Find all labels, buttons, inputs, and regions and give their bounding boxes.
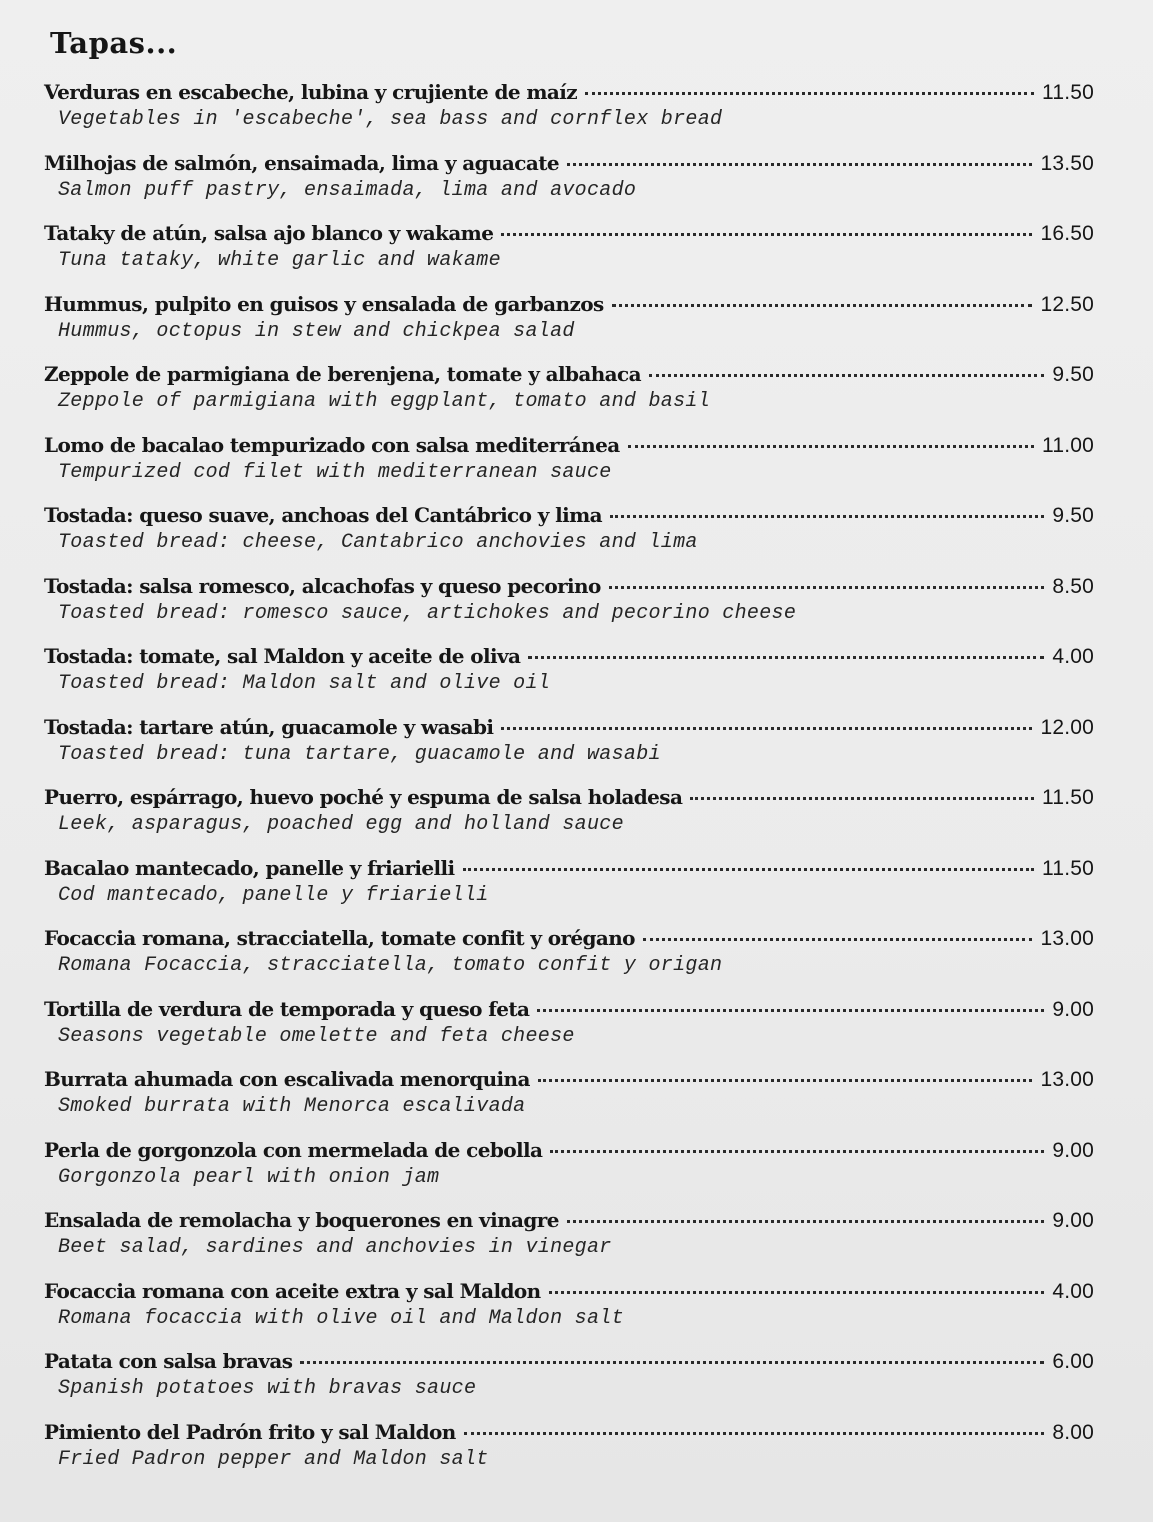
menu-item-name: Lomo de bacalao tempurizado con salsa mediterránea <box>44 432 620 457</box>
menu-item-price: 11.50 <box>1042 856 1094 880</box>
menu-item-line <box>44 785 1094 815</box>
dot-leader <box>537 1009 1044 1012</box>
menu-item-price: 12.00 <box>1040 715 1094 739</box>
menu-item-name: Milhojas de salmón, ensaimada, lima y aguacate <box>44 150 559 175</box>
menu-item-line <box>44 856 1094 886</box>
menu-item-description: Zeppole of parmigiana with eggplant, tomato and basil <box>58 390 711 413</box>
menu-item <box>44 856 1094 907</box>
menu-item-description: Tempurized cod filet with mediterranean sauce <box>58 460 612 484</box>
menu-item <box>44 644 1094 695</box>
menu-item-name: Tortilla de verdura de temporada y queso feta <box>44 996 530 1021</box>
menu-item <box>44 1279 1094 1330</box>
menu-item-price: 11.50 <box>1042 786 1094 809</box>
dot-leader <box>538 1079 1033 1082</box>
menu-item-name: Tostada: salsa romesco, alcachofas y queso pecorino <box>44 573 601 598</box>
menu-item-price: 13.00 <box>1040 927 1094 950</box>
menu-item-price: 9.50 <box>1052 504 1094 527</box>
menu-item-description: Salmon puff pastry, ensaimada, lima and avocado <box>58 178 637 202</box>
menu-item-name: Focaccia romana con aceite extra y sal Maldon <box>44 1278 541 1303</box>
dot-leader <box>528 656 1044 659</box>
menu-item-price: 12.50 <box>1040 292 1094 316</box>
menu-item-line <box>44 644 1094 674</box>
dot-leader <box>609 586 1045 589</box>
menu-item-description: Cod mantecado, panelle y friarielli <box>58 883 489 907</box>
menu-item-price: 4.00 <box>1052 645 1094 668</box>
menu-item-name: Tostada: queso suave, anchoas del Cantábrico y lima <box>44 503 603 527</box>
dot-leader <box>463 868 1035 871</box>
menu-item <box>44 574 1094 625</box>
menu-item-line <box>44 80 1094 110</box>
menu-item-price: 9.00 <box>1052 997 1094 1021</box>
menu-item-price: 9.00 <box>1052 1138 1094 1162</box>
menu-item-price: 16.50 <box>1040 222 1094 245</box>
menu-item-line <box>44 926 1094 956</box>
menu-item <box>44 1420 1094 1471</box>
menu-item-line <box>44 362 1094 392</box>
section-title: Tapas... <box>50 26 178 60</box>
menu-item <box>44 1067 1094 1118</box>
dot-leader <box>567 163 1032 166</box>
menu-item-description: Toasted bread: tuna tartare, guacamole and wasabi <box>58 742 661 766</box>
dot-leader <box>610 515 1044 518</box>
menu-item-name: Focaccia romana, stracciatella, tomate confit y orégano <box>44 926 635 950</box>
dot-leader <box>649 374 1044 377</box>
dot-leader <box>567 1220 1044 1223</box>
menu-item <box>44 715 1094 766</box>
menu-item <box>44 503 1094 554</box>
menu-item-name: Burrata ahumada con escalivada menorquina <box>44 1067 530 1091</box>
menu-item <box>44 362 1094 413</box>
menu-item <box>44 151 1094 202</box>
menu-item-price: 13.00 <box>1040 1068 1094 1091</box>
menu-item-name: Patata con salsa bravas <box>44 1349 293 1373</box>
menu-item <box>44 292 1094 343</box>
menu-item-line <box>44 221 1094 251</box>
menu-item <box>44 80 1094 131</box>
menu-item-price: 9.00 <box>1052 1209 1094 1232</box>
menu-item <box>44 433 1094 484</box>
menu-item-line <box>44 292 1094 322</box>
menu-item-price: 8.50 <box>1052 574 1094 598</box>
menu-item-description: Gorgonzola pearl with onion jam <box>58 1165 440 1189</box>
menu-item-price: 9.50 <box>1052 363 1094 386</box>
menu-item-line <box>44 151 1094 181</box>
dot-leader <box>585 92 1034 95</box>
menu-item-description: Spanish potatoes with bravas sauce <box>58 1377 477 1400</box>
dot-leader <box>690 797 1034 800</box>
menu-item-description: Smoked burrata with Menorca escalivada <box>58 1095 526 1118</box>
dot-leader <box>464 1432 1045 1435</box>
dot-leader <box>628 445 1034 448</box>
menu-item <box>44 926 1094 977</box>
menu-item-price: 4.00 <box>1052 1279 1094 1303</box>
menu-item <box>44 785 1094 836</box>
menu-item <box>44 1349 1094 1400</box>
menu-item-line <box>44 574 1094 604</box>
menu-item-description: Tuna tataky, white garlic and wakame <box>58 249 501 272</box>
dot-leader <box>501 233 1032 236</box>
menu-item-name: Perla de gorgonzola con mermelada de cebolla <box>44 1137 543 1162</box>
menu-item-line <box>44 997 1094 1027</box>
menu-item-price: 11.50 <box>1042 81 1094 104</box>
menu-item-name: Pimiento del Padrón frito y sal Maldon <box>44 1419 456 1444</box>
menu-item-name: Bacalao mantecado, panelle y friarielli <box>44 855 455 880</box>
menu-item-name: Verduras en escabeche, lubina y crujiente de maíz <box>44 80 578 104</box>
menu-item <box>44 1208 1094 1259</box>
menu-item-description: Leek, asparagus, poached egg and holland sauce <box>58 813 624 836</box>
menu-item-description: Toasted bread: Maldon salt and olive oil <box>58 672 551 695</box>
menu-item-line <box>44 1420 1094 1450</box>
menu-item-line <box>44 1279 1094 1309</box>
menu-item-line <box>44 433 1094 463</box>
menu-item-description: Hummus, octopus in stew and chickpea salad <box>58 319 575 343</box>
dot-leader <box>612 304 1033 307</box>
menu-item-description: Toasted bread: romesco sauce, artichokes and pecorino cheese <box>58 601 797 625</box>
menu-item-price: 13.50 <box>1040 151 1094 175</box>
menu-item-name: Tataky de atún, salsa ajo blanco y wakame <box>44 221 494 245</box>
menu-item-name: Zeppole de parmigiana de berenjena, tomate y albahaca <box>44 362 641 386</box>
dot-leader <box>501 727 1032 730</box>
menu-item-description: Romana Focaccia, stracciatella, tomato confit y origan <box>58 954 723 977</box>
menu-item-line <box>44 715 1094 745</box>
menu-item-price: 8.00 <box>1052 1420 1094 1444</box>
dot-leader <box>550 1150 1044 1153</box>
menu-item-name: Tostada: tartare atún, guacamole y wasabi <box>44 714 494 739</box>
dot-leader <box>549 1291 1045 1294</box>
menu-item-price: 6.00 <box>1052 1350 1094 1373</box>
menu-item-name: Tostada: tomate, sal Maldon y aceite de oliva <box>44 644 521 668</box>
menu-item-name: Hummus, pulpito en guisos y ensalada de garbanzos <box>44 291 604 316</box>
menu-item-line <box>44 503 1094 533</box>
menu-item-description: Beet salad, sardines and anchovies in vinegar <box>58 1236 612 1259</box>
menu-item-description: Romana focaccia with olive oil and Maldon salt <box>58 1306 624 1330</box>
menu-item-name: Puerro, espárrago, huevo poché y espuma de salsa holadesa <box>44 785 683 809</box>
menu-item-line <box>44 1208 1094 1238</box>
menu-item-price: 11.00 <box>1042 433 1094 457</box>
menu-item-line <box>44 1067 1094 1097</box>
dot-leader <box>643 938 1033 941</box>
menu-item-line <box>44 1138 1094 1168</box>
dot-leader <box>300 1361 1044 1364</box>
menu-item <box>44 997 1094 1048</box>
menu-item <box>44 221 1094 272</box>
menu-item <box>44 1138 1094 1189</box>
menu-item-line <box>44 1349 1094 1379</box>
menu-item-name: Ensalada de remolacha y boquerones en vinagre <box>44 1208 559 1232</box>
menu-item-description: Seasons vegetable omelette and feta cheese <box>58 1024 575 1048</box>
menu-item-description: Toasted bread: cheese, Cantabrico anchovies and lima <box>58 531 698 554</box>
menu-item-description: Fried Padron pepper and Maldon salt <box>58 1447 489 1471</box>
menu-item-description: Vegetables in 'escabeche', sea bass and cornflex bread <box>58 108 723 131</box>
